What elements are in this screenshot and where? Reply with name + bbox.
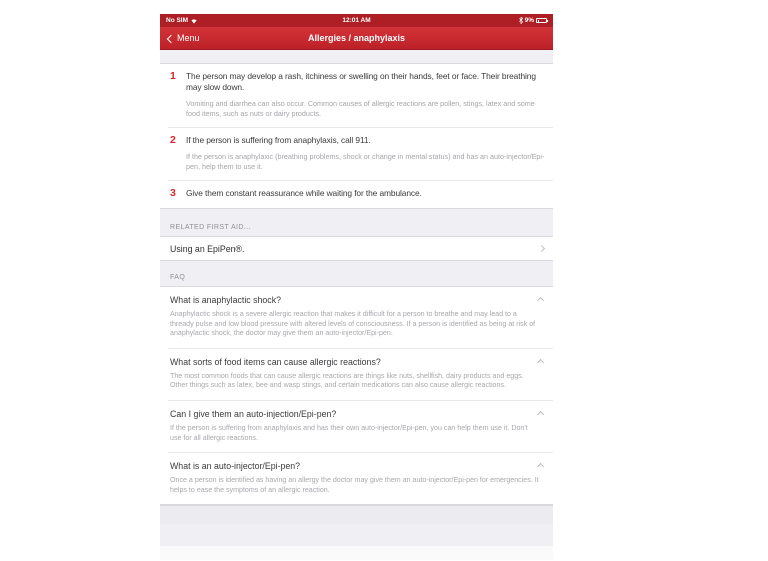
faq-question: What sorts of food items can cause allergic reactions? [170, 356, 381, 367]
battery-icon [536, 18, 547, 23]
step-detail: If the person is anaphylaxic (breathing problems, shock or change in mental status) and has an auto-injector/Epi-pen, help them to use it. [186, 152, 545, 171]
faq-question: Can I give them an auto-injection/Epi-pen? [170, 408, 337, 419]
step-detail: Vomiting and diarrhea can also occur. Common causes of allergic reactions are pollen, stings, latex and some food items, such as nuts or dairy products. [186, 99, 535, 118]
faq-item-anaphylactic-shock[interactable] [160, 287, 553, 348]
faq-section [160, 286, 553, 505]
faq-answer: If the person is suffering from anaphylaxis and has their own auto-injector/Epi-pen, you can help them use it. Don't use for all allergic reactions. [170, 423, 528, 442]
related-item-label: Using an EpiPen®. [170, 243, 245, 254]
step-row-2 [160, 128, 553, 180]
page-title: Allergies / anaphylaxis [307, 33, 406, 43]
screenshot-bottom-strip [160, 546, 553, 560]
faq-header: FAQ [170, 274, 186, 281]
faq-answer: Anaphylactic shock is a severe allergic reaction that makes it difficult for a person to breathe and may lead to a thready pulse and low blood pressure with altered levels of consciousness. If a person is identified as being at risk of anaphylactic shock, the doctor may give them an auto-injector/Epi-pen. [170, 310, 536, 338]
faq-question: What is an auto-injector/Epi-pen? [170, 461, 301, 472]
step-number: 2 [170, 134, 176, 146]
back-label: Menu [177, 33, 200, 43]
step-title: If the person is suffering from anaphylaxis, call 911. [186, 135, 371, 145]
related-item-using-epipen[interactable] [160, 236, 553, 261]
faq-question: What is anaphylactic shock? [170, 295, 281, 305]
nav-bar [160, 27, 553, 50]
clock: 12:01 AM [342, 17, 371, 24]
chevron-right-icon [538, 245, 545, 252]
app-frame [160, 14, 553, 546]
footer-band [160, 505, 553, 524]
step-number: 1 [170, 70, 176, 82]
step-row-1 [160, 64, 553, 127]
battery-percent: 9% [524, 17, 534, 24]
faq-answer: Once a person is identified as having an allergy the doctor may give them an auto-injector/Epi-pen for emergencies. It helps to ease the symptoms of an allergic reaction. [170, 476, 539, 494]
faq-item-what-is-epipen[interactable] [160, 453, 553, 504]
step-title: Give them constant reassurance while waiting for the ambulance. [186, 188, 422, 198]
related-first-aid-header: RELATED FIRST AID... [170, 224, 251, 231]
steps-section [160, 63, 553, 209]
carrier-label: No SIM [166, 17, 189, 24]
status-bar [160, 14, 553, 27]
step-row-3 [160, 181, 553, 208]
faq-item-food-allergies[interactable] [160, 349, 553, 400]
faq-answer: The most common foods that can cause allergic reactions are things like nuts, shellfish, dairy products and eggs. Other things such as latex, bee and wasp stings, and certain medications can also cause allergic reactions. [170, 371, 524, 390]
step-title: The person may develop a rash, itchiness or swelling on their hands, feet or face. Their breathing may slow down. [186, 71, 536, 92]
faq-item-give-epipen[interactable] [160, 401, 553, 452]
step-number: 3 [170, 187, 176, 199]
